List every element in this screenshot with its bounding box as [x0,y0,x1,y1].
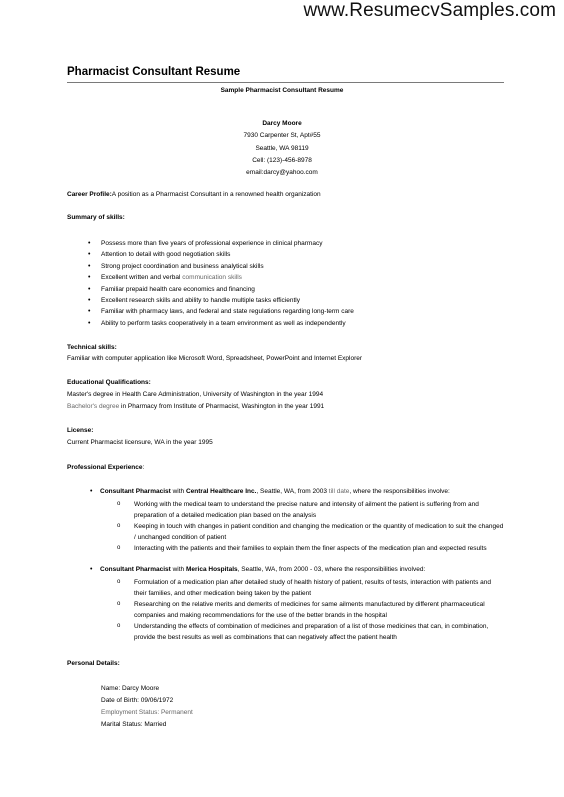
skill-item: • Possess more than five years of professional experience in clinical pharmacy [88,238,354,249]
career-profile-text: A position as a Pharmacist Consultant in a renowned health organization [111,191,321,198]
circle-bullet-icon: o [117,579,121,585]
education-masters: Master's degree in Health Care Administration, University of Washington in the year 1994 [67,391,324,398]
page-subtitle: Sample Pharmacist Consultant Resume [220,87,344,94]
bullet-icon: • [90,488,93,495]
watermark-url: www.ResumecvSamples.com [303,0,556,21]
license-text: Current Pharmacist licensure, WA in the year 1995 [67,439,213,446]
duty-item: o Working with the medical team to understand the precise nature and intensity of ailment the patient is suffering from and preparation of a detailed medication plan based on the analysis [117,501,479,520]
contact-street: 7930 Carpenter St, Apt#55 [243,132,321,140]
license-heading: License: [67,427,94,434]
circle-bullet-icon: o [117,523,121,529]
contact-city: Seattle, WA 98119 [255,144,309,152]
skill-item: • Ability to perform tasks cooperatively in a team environment as well as independently [88,318,354,329]
duty-item: o Keeping in touch with changes in patient condition and changing the medication or the quantity of medication to suit the changed / unchanged condition of patient [117,523,504,542]
job-entry: • Consultant Pharmacist with Merica Hospitals, Seattle, WA, from 2000 - 03, where the responsibilities involved: [90,566,426,573]
contact-block [0,118,564,179]
contact-cell: Cell: (123)-456-8978 [252,156,312,164]
title-divider [67,82,504,83]
duty-item: o Understanding the effects of combination of medicines and preparation of a list of those medicines that can, in combination, provide the best results as well as combinations that can negatively affect the patient health [117,623,489,642]
skill-item: • Excellent research skills and ability to handle multiple tasks efficiently [88,295,354,306]
personal-employment: Employment Status: Permanent [101,709,193,716]
contact-email: email:darcy@yahoo.com [246,169,318,177]
education-heading: Educational Qualifications: [67,379,151,386]
personal-dob: Date of Birth: 09/06/1972 [101,697,174,704]
circle-bullet-icon: o [117,601,121,607]
personal-marital: Marital Status: Married [101,721,167,728]
skills-heading: Summary of skills: [67,214,125,221]
education-bachelors: Bachelor's degree in Pharmacy from Institute of Pharmacist, Washington in the year 1991 [67,403,325,410]
skills-list [88,238,354,329]
circle-bullet-icon: o [117,545,121,551]
career-profile-label: Career Profile: [67,191,112,198]
skill-item: • Excellent written and verbal communication skills [88,272,354,283]
personal-name: Name: Darcy Moore [101,685,160,692]
skill-item: • Familiar with pharmacy laws, and federal and state regulations regarding long-term care [88,306,354,317]
technical-text: Familiar with computer application like Microsoft Word, Spreadsheet, PowerPoint and Internet Explorer [67,355,363,362]
duty-item: o Researching on the relative merits and demerits of medicines for same ailments manufactured by different pharmaceutical companies and making recommendations for the use of the better brands in the hospital [117,601,485,620]
skill-item: • Strong project coordination and business analytical skills [88,261,354,272]
job-entry: • Consultant Pharmacist with Central Healthcare Inc., Seattle, WA, from 2003 till date, where the responsibilities involve: [90,488,450,495]
skill-item: • Attention to detail with good negotiation skills [88,249,354,260]
skill-item: • Familiar prepaid health care economics and financing [88,284,354,295]
duty-item: o Formulation of a medication plan after detailed study of health history of patient, results of tests, interaction with patients and their families, and other medication being taken by the patient [117,579,491,598]
experience-heading: Professional Experience: [67,464,145,471]
page-title: Pharmacist Consultant Resume [67,66,241,78]
circle-bullet-icon: o [117,623,121,629]
technical-heading: Technical skills: [67,344,117,351]
circle-bullet-icon: o [117,501,121,507]
contact-name: Darcy Moore [262,120,302,127]
duty-item: o Interacting with the patients and their families to explain them the finer aspects of the medication plan and expected results [117,543,504,554]
bullet-icon: • [90,566,93,573]
career-profile [67,190,321,200]
personal-heading: Personal Details: [67,660,120,667]
